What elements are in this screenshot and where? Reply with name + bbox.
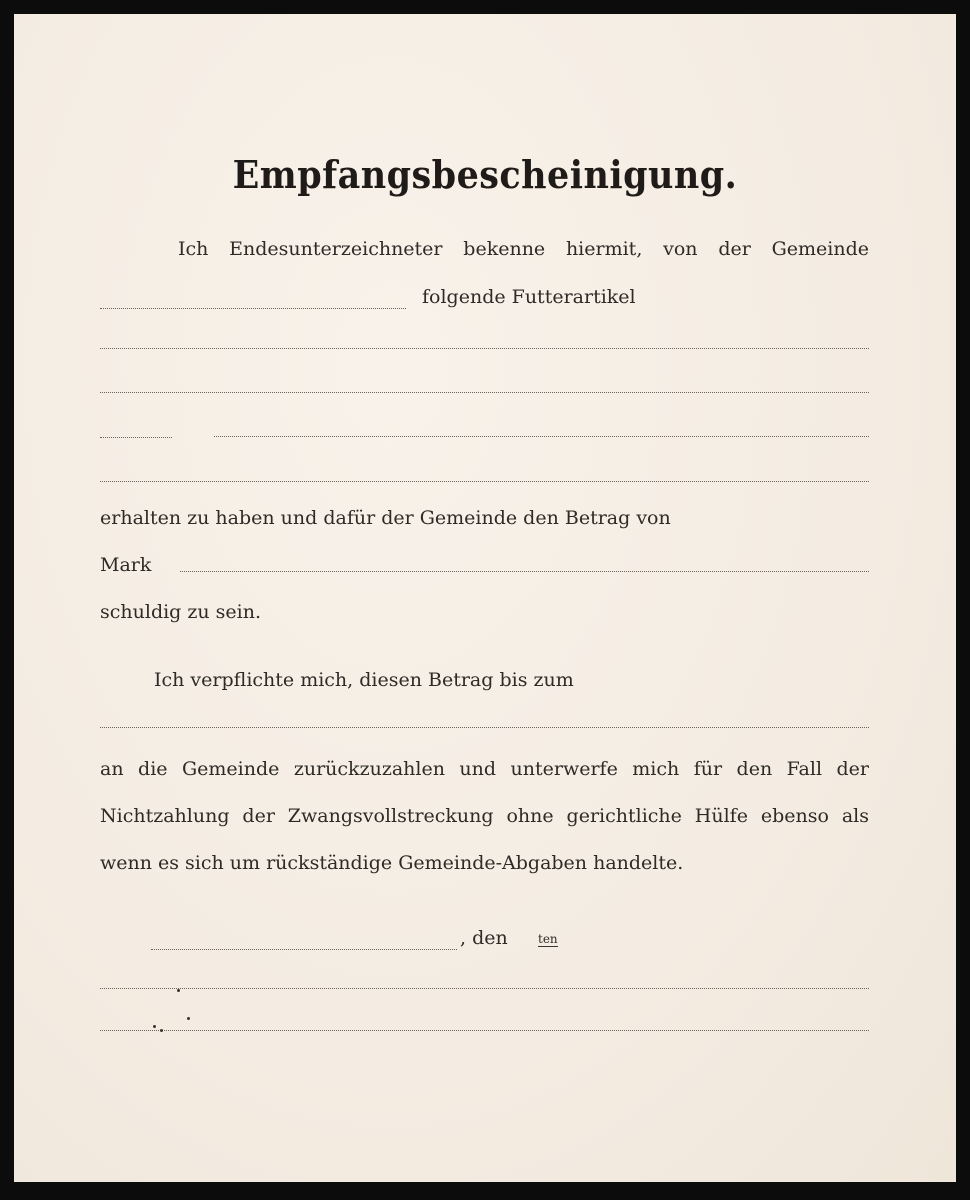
den-label: , den: [460, 927, 508, 949]
text-line-owing: schuldig zu sein.: [100, 601, 262, 623]
ink-speck: [177, 989, 180, 992]
blank-amount[interactable]: [180, 571, 869, 572]
blank-feed-items-line-3b[interactable]: [214, 436, 869, 437]
text-line-enforcement: Nichtzahlung der Zwangsvollstreckung ohne gerichtliche Hülfe ebenso als: [100, 805, 869, 827]
blank-due-date[interactable]: [100, 727, 869, 728]
document-title: Empfangsbescheinigung.: [232, 152, 738, 197]
blank-municipality-name[interactable]: [100, 308, 406, 309]
text-line-obligation: Ich verpflichte mich, diesen Betrag bis zum: [154, 669, 574, 691]
ink-speck: [160, 1029, 163, 1032]
mark-label: Mark: [100, 554, 152, 576]
blank-feed-items-line-2[interactable]: [100, 392, 869, 393]
blank-place[interactable]: [151, 949, 457, 950]
text-line-repay: an die Gemeinde zurückzuzahlen und unterwerfe mich für den Fall der: [100, 758, 869, 780]
form-sheet: [14, 14, 956, 1182]
text-line-feed-items: folgende Futterartikel: [422, 286, 636, 308]
text-line-received: erhalten zu haben und dafür der Gemeinde den Betrag von: [100, 507, 671, 529]
blank-feed-items-line-4[interactable]: [100, 481, 869, 482]
blank-feed-items-line-1[interactable]: [100, 348, 869, 349]
ten-label: ten: [538, 932, 558, 946]
ink-speck: [187, 1017, 190, 1020]
text-line-declaration: Ich Endesunterzeichneter bekenne hiermit, von der Gemeinde: [178, 238, 869, 260]
blank-signature-line-2[interactable]: [100, 1030, 869, 1031]
blank-signature-line-1[interactable]: [100, 988, 869, 989]
blank-feed-items-line-3a[interactable]: [100, 437, 172, 438]
text-line-municipal-taxes: wenn es sich um rückständige Gemeinde-Abgaben handelte.: [100, 852, 684, 874]
ink-speck: [153, 1025, 156, 1028]
